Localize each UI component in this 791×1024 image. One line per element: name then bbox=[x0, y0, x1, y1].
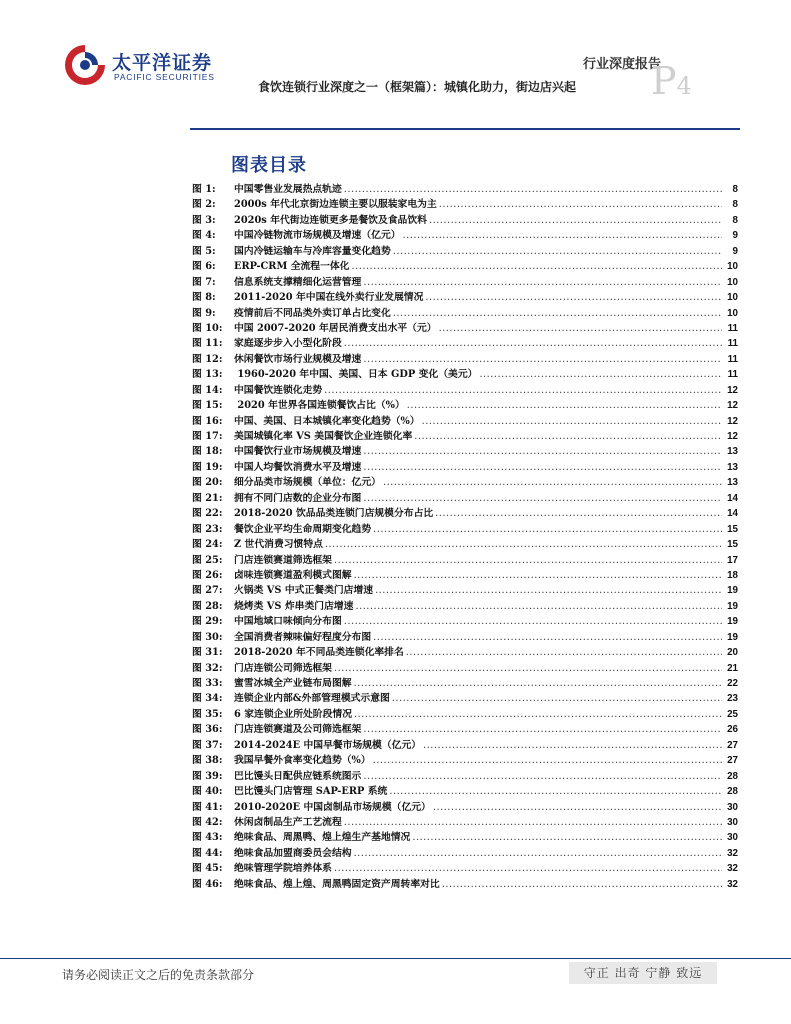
toc-entry-leader bbox=[363, 277, 722, 288]
toc-entry-figure-number: 图 23: bbox=[192, 523, 223, 535]
toc-entry-figure-number: 图 20: bbox=[192, 477, 223, 489]
toc-entry-page: 19 bbox=[727, 616, 738, 628]
page-number-value: 4 bbox=[676, 72, 692, 100]
toc-entry-label bbox=[192, 876, 440, 890]
toc-entry[interactable] bbox=[192, 474, 738, 489]
toc-entry-leader bbox=[406, 647, 722, 658]
footer-motto: 守正 出奇 宁静 致远 bbox=[569, 962, 717, 984]
toc-entry-leader bbox=[363, 493, 722, 504]
toc-entry-page: 12 bbox=[727, 415, 738, 427]
toc-entry[interactable] bbox=[192, 382, 738, 397]
toc-entry-figure-number: 图 30: bbox=[192, 631, 223, 643]
toc-entry-page: 20 bbox=[727, 647, 738, 659]
toc-entry-title: 中国、美国、日本城镇化率变化趋势（%） bbox=[234, 415, 420, 427]
toc-entry-label bbox=[192, 860, 332, 874]
toc-entry-page: 21 bbox=[727, 662, 738, 674]
company-logo bbox=[62, 42, 215, 90]
toc-entry-figure-number: 图 7: bbox=[192, 276, 216, 288]
toc-entry-leader bbox=[351, 261, 722, 272]
toc-entry-leader bbox=[344, 338, 722, 349]
toc-entry-title: 信息系统支撑精细化运营管理 bbox=[234, 276, 362, 288]
toc-entry-page: 14 bbox=[727, 508, 738, 520]
toc-entry-page: 10 bbox=[727, 261, 738, 273]
toc-entry-page: 13 bbox=[727, 461, 738, 473]
toc-entry-title: 门店连锁公司筛选框架 bbox=[234, 662, 332, 674]
toc-entry-figure-number: 图 46: bbox=[192, 878, 223, 890]
toc-entry-figure-number: 图 13: bbox=[192, 369, 223, 381]
toc-entry-title: 门店连锁赛道筛选框架 bbox=[234, 554, 332, 566]
toc-entry-title: 2020 年世界各国连锁餐饮占比（%） bbox=[234, 400, 405, 412]
toc-entry-figure-number: 图 8: bbox=[192, 292, 216, 304]
toc-entry-leader bbox=[354, 709, 722, 720]
toc-entry-label bbox=[192, 783, 387, 797]
toc-entry-page: 19 bbox=[727, 631, 738, 643]
toc-entry-page: 22 bbox=[727, 678, 738, 689]
toc-entry-title: 疫情前后不同品类外卖订单占比变化 bbox=[234, 307, 391, 319]
footer-disclaimer: 请务必阅读正文之后的免责条款部分 bbox=[62, 968, 255, 982]
toc-entry-leader bbox=[373, 524, 722, 535]
toc-entry-title: 绝味食品加盟商委员会结构 bbox=[234, 847, 352, 859]
toc-entry-label bbox=[192, 258, 349, 272]
toc-entry-title: 中国冷链物流市场规模及增速（亿元） bbox=[234, 230, 401, 242]
toc-entry[interactable] bbox=[192, 644, 738, 659]
toc-entry-title: 2018-2020 年不同品类连锁化率排名 bbox=[234, 647, 404, 659]
toc-entry-label bbox=[192, 274, 361, 288]
toc-entry-figure-number: 图 32: bbox=[192, 662, 223, 674]
toc-entry-leader bbox=[403, 230, 722, 241]
toc-entry[interactable] bbox=[192, 274, 738, 289]
toc-entry[interactable] bbox=[192, 227, 738, 242]
toc-entry-label bbox=[192, 814, 342, 828]
toc-entry-leader bbox=[383, 477, 722, 488]
toc-entry-page: 14 bbox=[727, 492, 738, 504]
toc-entry-page: 17 bbox=[727, 554, 738, 566]
toc-entry-page: 13 bbox=[727, 446, 738, 458]
toc-entry-label bbox=[192, 737, 421, 751]
toc-entry-label bbox=[192, 459, 361, 473]
toc-entry[interactable] bbox=[192, 690, 738, 705]
logo-chinese-name: 太平洋证券 bbox=[112, 52, 213, 74]
toc-entry-figure-number: 图 40: bbox=[192, 786, 223, 798]
toc-entry-leader bbox=[354, 678, 722, 689]
toc-entry-leader bbox=[324, 385, 722, 396]
toc-entry-figure-number: 图 37: bbox=[192, 739, 223, 751]
toc-entry-figure-number: 图 22: bbox=[192, 508, 223, 520]
toc-entry[interactable] bbox=[192, 706, 738, 721]
header-divider bbox=[190, 128, 740, 130]
toc-entry-leader bbox=[439, 323, 722, 334]
toc-entry-leader bbox=[414, 431, 722, 442]
toc-entry-label bbox=[192, 196, 437, 210]
toc-entry-page: 19 bbox=[727, 600, 738, 612]
toc-entry-page: 12 bbox=[727, 431, 738, 442]
toc-entry-leader bbox=[412, 832, 722, 843]
toc-entry-leader bbox=[325, 539, 722, 550]
toc-entry[interactable] bbox=[192, 675, 738, 690]
toc-entry-leader bbox=[334, 663, 722, 674]
toc-entry-label bbox=[192, 845, 352, 859]
toc-entry-figure-number: 图 28: bbox=[192, 600, 223, 612]
toc-entry-leader bbox=[363, 446, 722, 457]
toc-entry-figure-number: 图 14: bbox=[192, 384, 223, 396]
toc-entry[interactable] bbox=[192, 629, 738, 644]
toc-entry[interactable] bbox=[192, 428, 738, 443]
toc-entry-page: 32 bbox=[727, 863, 738, 875]
toc-entry-page: 8 bbox=[732, 184, 738, 195]
toc-entry-label bbox=[192, 675, 352, 689]
toc-entry-label bbox=[192, 397, 405, 411]
toc-entry-page: 13 bbox=[727, 477, 738, 489]
toc-entry-figure-number: 图 25: bbox=[192, 554, 223, 566]
toc-entry[interactable] bbox=[192, 876, 738, 891]
toc-entry[interactable] bbox=[192, 243, 738, 258]
toc-entry-label bbox=[192, 320, 437, 334]
toc-entry-figure-number: 图 38: bbox=[192, 755, 223, 767]
toc-entry-figure-number: 图 2: bbox=[192, 199, 216, 211]
toc-entry-label bbox=[192, 829, 410, 843]
toc-entry-figure-number: 图 29: bbox=[192, 616, 223, 628]
toc-entry-figure-number: 图 11: bbox=[192, 338, 223, 350]
toc-entry-title: ERP-CRM 全流程一体化 bbox=[234, 261, 350, 273]
toc-entry[interactable] bbox=[192, 613, 738, 628]
toc-entry-figure-number: 图 10: bbox=[192, 322, 223, 334]
toc-entry-title: 中国餐饮行业市场规模及增速 bbox=[234, 446, 362, 458]
toc-entry-title: Z 世代消费习惯特点 bbox=[234, 539, 323, 551]
toc-entry-page: 27 bbox=[727, 739, 738, 751]
toc-entry-title: 中国 2007-2020 年居民消费支出水平（元） bbox=[234, 322, 437, 334]
toc-entry-figure-number: 图 21: bbox=[192, 492, 223, 504]
toc-entry-page: 11 bbox=[727, 369, 738, 381]
toc-entry-title: 2020s 年代街边连锁更多是餐饮及食品饮料 bbox=[234, 214, 427, 226]
toc-entry-figure-number: 图 41: bbox=[192, 801, 223, 813]
toc-entry[interactable] bbox=[192, 490, 738, 505]
toc-entry-leader bbox=[393, 246, 722, 257]
toc-entry-label bbox=[192, 582, 373, 596]
toc-entry-title: 美国城镇化率 VS 美国餐饮企业连锁化率 bbox=[234, 431, 413, 442]
toc-entry-title: 绝味食品、周黑鸭、煌上煌生产基地情况 bbox=[234, 832, 411, 844]
toc-entry-title: 1960-2020 年中国、美国、日本 GDP 变化（美元） bbox=[234, 369, 478, 381]
toc-entry-leader bbox=[375, 585, 722, 596]
toc-entry-leader bbox=[344, 616, 722, 627]
toc-entry-leader bbox=[363, 354, 722, 365]
toc-entry[interactable] bbox=[192, 521, 738, 536]
toc-entry-page: 30 bbox=[727, 832, 738, 844]
toc-entry-page: 15 bbox=[727, 539, 738, 551]
toc-entry-leader bbox=[442, 879, 722, 890]
toc-entry[interactable] bbox=[192, 320, 738, 335]
toc-entry-figure-number: 图 3: bbox=[192, 214, 216, 226]
report-type: 行业深度报告 bbox=[582, 57, 661, 72]
page-number bbox=[651, 59, 692, 103]
toc-entry-title: 2014-2024E 中国早餐市场规模（亿元） bbox=[234, 739, 422, 751]
toc-entry-label bbox=[192, 752, 371, 766]
toc-entry[interactable] bbox=[192, 335, 738, 350]
toc-entry-figure-number: 图 17: bbox=[192, 431, 223, 442]
toc-entry-leader bbox=[355, 601, 722, 612]
toc-entry-label bbox=[192, 443, 361, 457]
toc-entry-title: 烧烤类 VS 炸串类门店增速 bbox=[234, 600, 354, 612]
toc-entry[interactable] bbox=[192, 305, 738, 320]
toc-entry-figure-number: 图 26: bbox=[192, 569, 223, 581]
toc-entry-label bbox=[192, 289, 423, 303]
toc-entry-title: 中国地域口味倾向分布图 bbox=[234, 616, 342, 628]
toc-entry-page: 19 bbox=[727, 585, 738, 597]
toc-entry-figure-number: 图 6: bbox=[192, 261, 216, 273]
toc-entry-page: 30 bbox=[727, 801, 738, 813]
toc-entry-label bbox=[192, 567, 352, 581]
toc-entry-page: 32 bbox=[727, 847, 738, 859]
toc-entry-figure-number: 图 24: bbox=[192, 539, 223, 551]
toc-entry-title: 休闲卤制品生产工艺流程 bbox=[234, 816, 342, 828]
toc-entry-figure-number: 图 33: bbox=[192, 678, 223, 689]
toc-entry-leader bbox=[389, 786, 722, 797]
toc-entry-label bbox=[192, 768, 361, 782]
toc-entry-figure-number: 图 31: bbox=[192, 647, 223, 659]
toc-entry-label bbox=[192, 799, 431, 813]
toc-entry[interactable] bbox=[192, 829, 738, 844]
toc-entry-label bbox=[192, 598, 353, 612]
toc-entry-label bbox=[192, 181, 342, 195]
toc-entry[interactable] bbox=[192, 181, 738, 196]
toc-entry-figure-number: 图 27: bbox=[192, 585, 223, 597]
toc-entry-leader bbox=[423, 740, 722, 751]
toc-entry[interactable] bbox=[192, 289, 738, 304]
toc-entry-figure-number: 图 35: bbox=[192, 708, 223, 720]
toc-entry-leader bbox=[334, 863, 722, 874]
toc-entry-page: 8 bbox=[732, 214, 738, 226]
toc-entry-leader bbox=[354, 848, 722, 859]
toc-entry-page: 8 bbox=[732, 199, 738, 211]
toc-entry-figure-number: 图 1: bbox=[192, 184, 216, 195]
toc-entry-label bbox=[192, 227, 401, 241]
toc-entry[interactable] bbox=[192, 443, 738, 458]
figure-list bbox=[192, 181, 738, 891]
toc-entry-page: 12 bbox=[727, 384, 738, 396]
toc-entry-title: 全国消费者辣味偏好程度分布图 bbox=[234, 631, 372, 643]
toc-entry-page: 11 bbox=[727, 322, 738, 334]
toc-entry-page: 9 bbox=[732, 245, 738, 257]
toc-entry[interactable] bbox=[192, 768, 738, 783]
toc-entry-title: 绝味管理学院培养体系 bbox=[234, 863, 332, 875]
toc-entry-title: 餐饮企业平均生命周期变化趋势 bbox=[234, 523, 372, 535]
toc-entry-leader bbox=[334, 555, 722, 566]
toc-title: 图表目录 bbox=[231, 155, 307, 176]
toc-entry-page: 15 bbox=[727, 523, 738, 535]
toc-entry-page: 27 bbox=[727, 755, 738, 767]
toc-entry[interactable] bbox=[192, 552, 738, 567]
toc-entry-figure-number: 图 4: bbox=[192, 230, 216, 242]
toc-entry[interactable] bbox=[192, 752, 738, 767]
toc-entry-figure-number: 图 9: bbox=[192, 307, 216, 319]
toc-entry-leader bbox=[433, 802, 722, 813]
toc-entry-label bbox=[192, 660, 332, 674]
toc-entry-title: 6 家连锁企业所处阶段情况 bbox=[234, 708, 352, 720]
toc-entry-leader bbox=[363, 771, 722, 782]
toc-entry-figure-number: 图 18: bbox=[192, 446, 223, 458]
toc-entry[interactable] bbox=[192, 737, 738, 752]
toc-entry-label bbox=[192, 428, 412, 442]
toc-entry-label bbox=[192, 335, 342, 349]
toc-entry-figure-number: 图 43: bbox=[192, 832, 223, 844]
toc-entry-page: 10 bbox=[727, 292, 738, 304]
toc-entry-label bbox=[192, 629, 371, 643]
toc-entry-label bbox=[192, 490, 361, 504]
toc-entry-label bbox=[192, 613, 342, 627]
toc-entry-page: 28 bbox=[727, 786, 738, 798]
toc-entry-page: 10 bbox=[727, 276, 738, 288]
footer-divider bbox=[0, 958, 791, 959]
toc-entry-leader bbox=[363, 462, 722, 473]
toc-entry-page: 18 bbox=[727, 569, 738, 581]
toc-entry-figure-number: 图 44: bbox=[192, 847, 223, 859]
toc-entry-title: 卤味连锁赛道盈利模式图解 bbox=[234, 569, 352, 581]
toc-entry-page: 11 bbox=[727, 338, 738, 350]
toc-entry-figure-number: 图 45: bbox=[192, 863, 223, 875]
toc-entry-title: 家庭逐步步入小型化阶段 bbox=[234, 338, 342, 350]
toc-entry-label bbox=[192, 366, 477, 380]
toc-entry[interactable] bbox=[192, 582, 738, 597]
toc-entry-title: 火锅类 VS 中式正餐类门店增速 bbox=[234, 585, 374, 597]
toc-entry[interactable] bbox=[192, 505, 738, 520]
toc-entry-page: 28 bbox=[727, 770, 738, 782]
toc-entry-label bbox=[192, 382, 322, 396]
toc-entry[interactable] bbox=[192, 397, 738, 412]
toc-entry-label bbox=[192, 721, 361, 735]
toc-entry-leader bbox=[344, 817, 722, 828]
toc-entry-figure-number: 图 12: bbox=[192, 353, 223, 365]
toc-entry-leader bbox=[425, 292, 722, 303]
toc-entry-title: 中国餐饮连锁化走势 bbox=[234, 384, 323, 396]
toc-entry[interactable] bbox=[192, 258, 738, 273]
toc-entry-label bbox=[192, 212, 427, 226]
toc-entry[interactable] bbox=[192, 721, 738, 736]
toc-entry-label bbox=[192, 690, 390, 704]
toc-entry-title: 2011-2020 年中国在线外卖行业发展情况 bbox=[234, 292, 424, 304]
toc-entry-leader bbox=[407, 400, 722, 411]
toc-entry-figure-number: 图 34: bbox=[192, 693, 223, 705]
toc-entry-label bbox=[192, 505, 433, 519]
toc-entry-leader bbox=[439, 199, 722, 210]
toc-entry-figure-number: 图 42: bbox=[192, 816, 223, 828]
toc-entry-title: 国内冷链运输车与冷库容量变化趋势 bbox=[234, 245, 391, 257]
toc-entry-title: 门店连锁赛道及公司筛选框架 bbox=[234, 724, 362, 736]
toc-entry[interactable] bbox=[192, 536, 738, 551]
toc-entry-label bbox=[192, 243, 391, 257]
toc-entry-figure-number: 图 16: bbox=[192, 415, 223, 427]
toc-entry-label bbox=[192, 536, 323, 550]
toc-entry-label bbox=[192, 521, 371, 535]
toc-entry-leader bbox=[363, 724, 722, 735]
toc-entry-page: 10 bbox=[727, 307, 738, 319]
toc-entry-leader bbox=[373, 632, 722, 643]
toc-entry-leader bbox=[429, 215, 722, 226]
toc-entry-title: 2018-2020 饮品品类连锁门店规模分布占比 bbox=[234, 508, 434, 520]
toc-entry-title: 2010-2020E 中国卤制品市场规模（亿元） bbox=[234, 801, 431, 813]
pacific-securities-logo-icon bbox=[62, 42, 108, 88]
toc-entry-title: 巴比馒头门店管理 SAP-ERP 系统 bbox=[234, 786, 388, 798]
toc-entry[interactable] bbox=[192, 459, 738, 474]
toc-entry-figure-number: 图 5: bbox=[192, 245, 216, 257]
toc-entry-label bbox=[192, 351, 361, 365]
toc-entry[interactable] bbox=[192, 567, 738, 582]
toc-entry-page: 25 bbox=[727, 708, 738, 720]
logo-english-name: PACIFIC SECURITIES bbox=[114, 72, 215, 82]
toc-entry-label bbox=[192, 552, 332, 566]
toc-entry-title: 休闲餐饮市场行业规模及增速 bbox=[234, 353, 362, 365]
toc-entry-title: 绝味食品、煌上煌、周黑鸭固定资产周转率对比 bbox=[234, 878, 440, 890]
toc-entry-page: 12 bbox=[727, 400, 738, 412]
toc-entry-title: 2000s 年代北京街边连锁主要以服装家电为主 bbox=[234, 199, 437, 211]
toc-entry-page: 11 bbox=[727, 353, 738, 365]
toc-entry[interactable] bbox=[192, 196, 738, 211]
toc-entry-title: 拥有不同门店数的企业分布图 bbox=[234, 492, 362, 504]
toc-entry[interactable] bbox=[192, 845, 738, 860]
toc-entry-label bbox=[192, 644, 404, 658]
toc-entry[interactable] bbox=[192, 814, 738, 829]
toc-entry[interactable] bbox=[192, 413, 738, 428]
page-letter: P bbox=[651, 59, 677, 103]
toc-entry-title: 我国早餐外食率变化趋势（%） bbox=[234, 755, 371, 767]
toc-entry-label bbox=[192, 413, 420, 427]
toc-entry[interactable] bbox=[192, 799, 738, 814]
toc-entry-figure-number: 图 19: bbox=[192, 461, 223, 473]
toc-entry-page: 23 bbox=[727, 693, 738, 705]
toc-entry-leader bbox=[435, 508, 722, 519]
toc-entry-title: 巴比馒头日配供应链系统图示 bbox=[234, 770, 362, 782]
toc-entry-title: 中国人均餐饮消费水平及增速 bbox=[234, 461, 362, 473]
toc-entry-page: 26 bbox=[727, 724, 738, 736]
toc-entry-leader bbox=[392, 693, 722, 704]
toc-entry[interactable] bbox=[192, 366, 738, 381]
toc-entry-title: 蜜雪冰城全产业链布局图解 bbox=[234, 678, 352, 689]
toc-entry[interactable] bbox=[192, 860, 738, 875]
toc-entry-label bbox=[192, 305, 391, 319]
toc-entry-label bbox=[192, 706, 352, 720]
toc-entry-leader bbox=[344, 184, 722, 195]
toc-entry[interactable] bbox=[192, 660, 738, 675]
toc-entry[interactable] bbox=[192, 212, 738, 227]
toc-entry-leader bbox=[354, 570, 722, 581]
toc-entry-label bbox=[192, 474, 381, 488]
toc-entry-page: 32 bbox=[727, 878, 738, 890]
toc-entry-title: 中国零售业发展热点轨迹 bbox=[234, 184, 342, 195]
toc-entry-page: 9 bbox=[732, 230, 738, 242]
toc-entry-figure-number: 图 36: bbox=[192, 724, 223, 736]
toc-entry[interactable] bbox=[192, 351, 738, 366]
toc-entry[interactable] bbox=[192, 783, 738, 798]
toc-entry-leader bbox=[479, 369, 722, 380]
toc-entry-leader bbox=[373, 755, 722, 766]
toc-entry-figure-number: 图 39: bbox=[192, 770, 223, 782]
toc-entry-title: 细分品类市场规模（单位：亿元） bbox=[234, 477, 381, 489]
toc-entry-leader bbox=[393, 308, 722, 319]
toc-entry[interactable] bbox=[192, 598, 738, 613]
toc-entry-leader bbox=[422, 416, 722, 427]
toc-entry-figure-number: 图 15: bbox=[192, 400, 223, 412]
toc-entry-page: 30 bbox=[727, 816, 738, 828]
toc-entry-title: 连锁企业内部&外部管理模式示意图 bbox=[234, 693, 390, 705]
report-title: 食饮连锁行业深度之一（框架篇）：城镇化助力，街边店兴起 bbox=[258, 80, 577, 94]
